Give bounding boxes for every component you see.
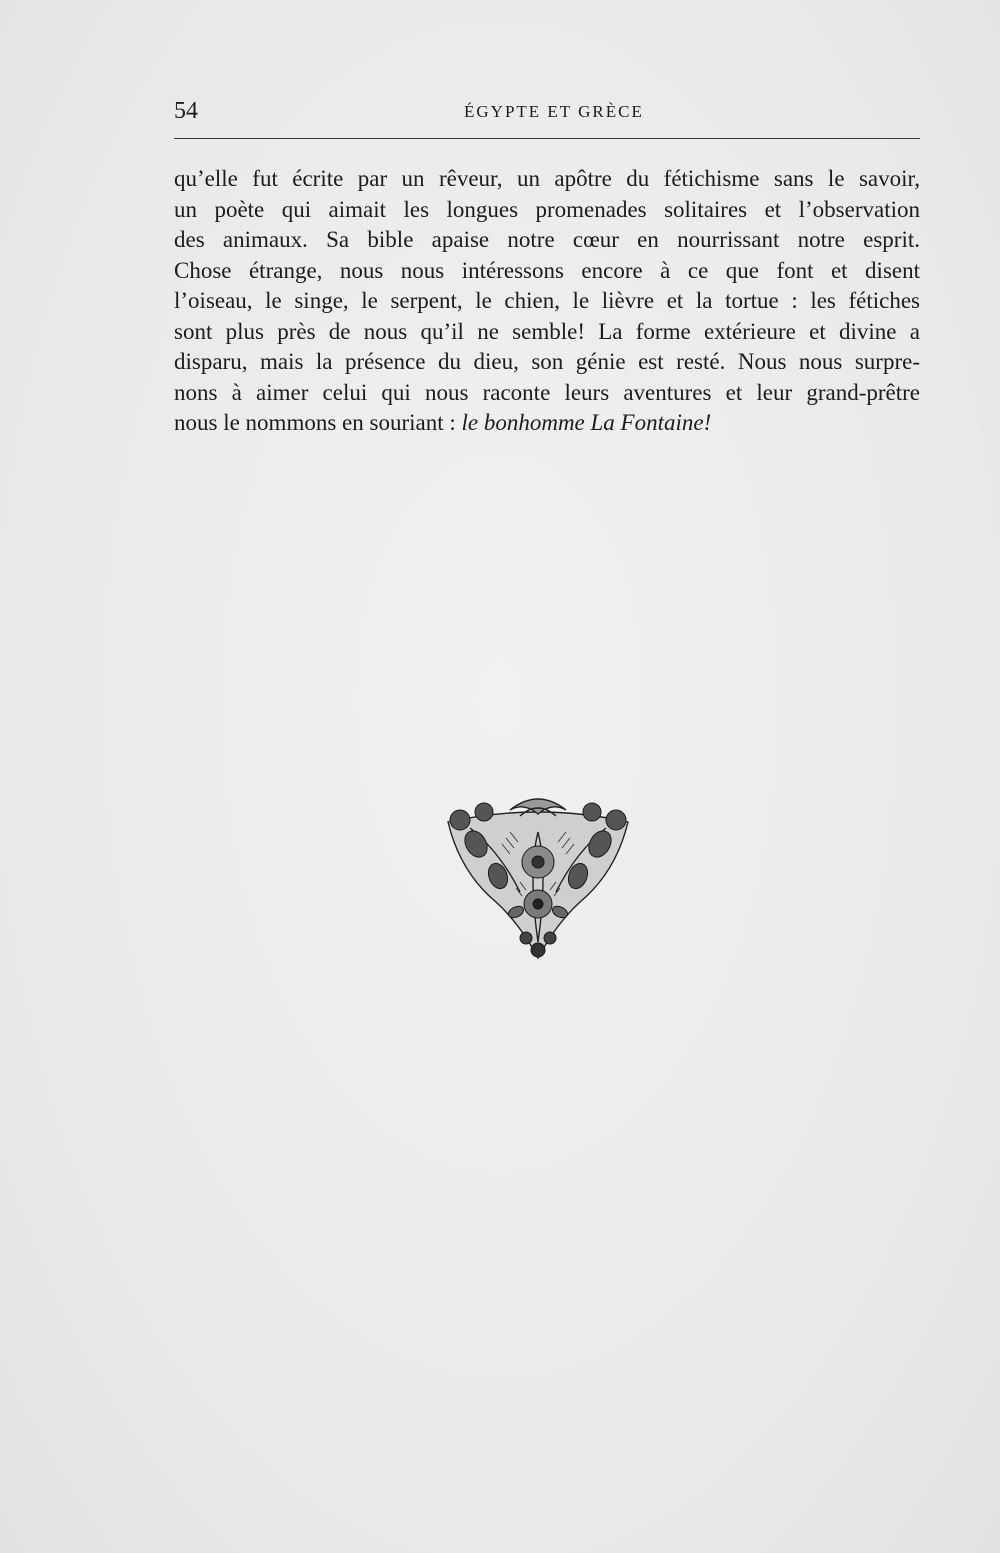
body-paragraph [174, 164, 920, 439]
header-rule [174, 138, 920, 139]
text-line: qu’elle fut écrite par un rêveur, un apôtre du fétichisme sans le savoir, [174, 166, 920, 191]
text-line: disparu, mais la présence du dieu, son génie est resté. Nous nous surpre- [174, 349, 920, 374]
text-line-last [174, 408, 920, 439]
running-head [174, 98, 920, 128]
italic-phrase: le bonhomme La Fontaine! [461, 410, 712, 435]
running-title: ÉGYPTE ET GRÈCE [464, 102, 644, 121]
page-number: 54 [174, 98, 198, 124]
text-line: nons à aimer celui qui nous raconte leurs aventures et leur grand-prêtre [174, 379, 920, 405]
text-line: un poète qui aimait les longues promenades solitaires et l’observation [174, 196, 920, 222]
text-line: sont plus près de nous qu’il ne semble! La forme extérieure et divine a [174, 318, 920, 344]
floral-cul-de-lampe-icon [440, 792, 636, 964]
text-line: des animaux. Sa bible apaise notre cœur en nourrissant notre esprit. [174, 227, 920, 252]
text-line: Chose étrange, nous nous intéressons encore à ce que font et disent [174, 257, 920, 283]
text-line: l’oiseau, le singe, le serpent, le chien, le lièvre et la tortue : les fétiches [174, 288, 920, 313]
last-line-text: nous le nommons en souriant : [174, 410, 462, 435]
